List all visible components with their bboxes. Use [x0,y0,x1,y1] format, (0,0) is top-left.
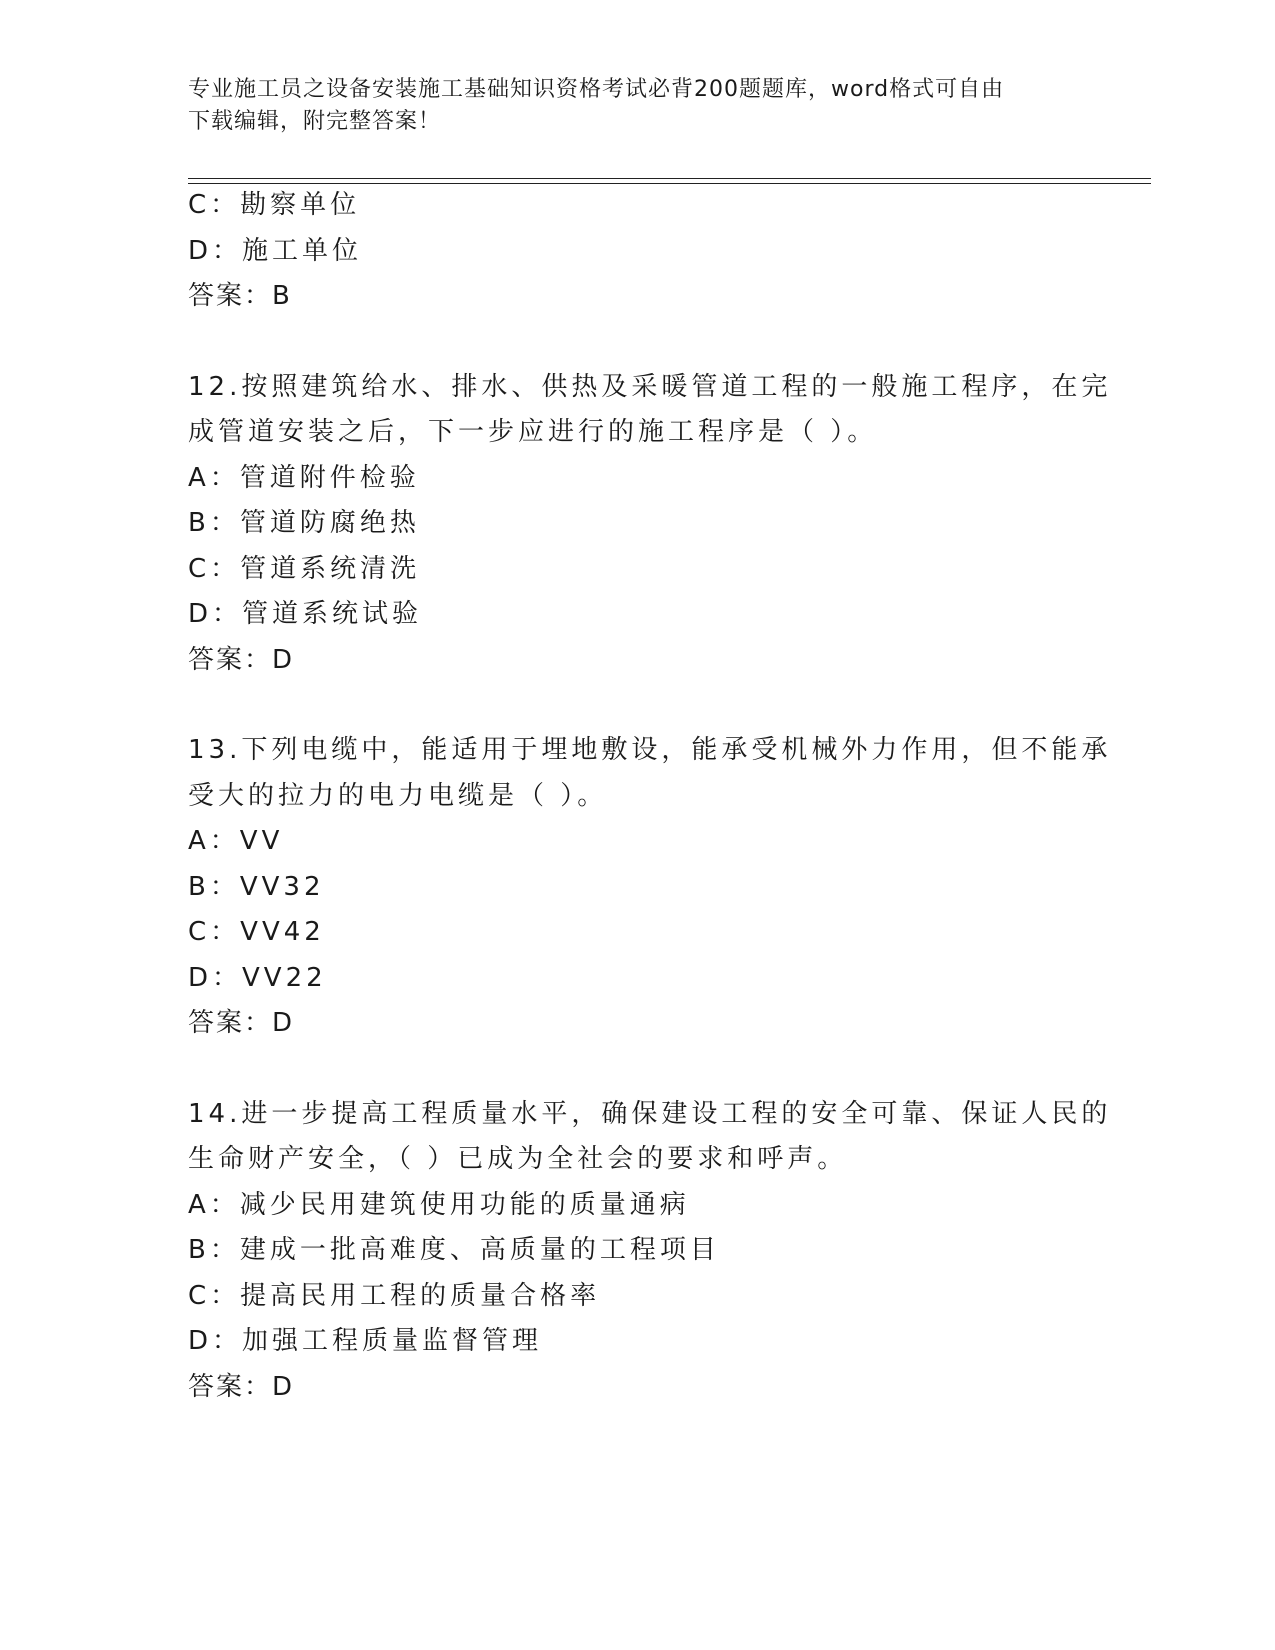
option-b: B：管道防腐绝热 [188,508,420,538]
header-rule-top [188,178,1151,179]
option-c: C：提高民用工程的质量合格率 [188,1280,601,1311]
question-12 [188,371,1112,691]
option-d: D：加强工程质量监督管理 [188,1326,543,1356]
option-a: A：管道附件检验 [188,462,420,493]
option-a: A：VV [188,826,284,856]
option-c: C：VV42 [188,917,325,947]
question-text-line-1: 14.进一步提高工程质量水平，确保建设工程的安全可靠、保证人民的 [188,1098,1112,1129]
answer: 答案：B [188,281,292,311]
question-text [188,1098,1112,1190]
option-d: D：管道系统试验 [188,599,423,629]
question-text [188,371,1112,463]
answer: 答案：D [188,644,295,675]
option-b: B：VV32 [188,871,325,902]
answer: 答案：D [188,1008,295,1038]
question-13 [188,735,1112,1054]
document-body [188,190,1112,1417]
option-d: D：施工单位 [188,235,363,266]
header-line-1: 专业施工员之设备安装施工基础知识资格考试必背200题题库，word格式可自由 [188,77,1005,102]
option-c: C：管道系统清洗 [188,553,421,584]
answer: 答案：D [188,1371,295,1402]
option-a: A：减少民用建筑使用功能的质量通病 [188,1189,690,1220]
header-line-2: 下载编辑，附完整答案！ [188,109,442,134]
question-text-line-2: 生命财产安全，（ ）已成为全社会的要求和呼声。 [188,1144,848,1174]
question-14 [188,1098,1112,1418]
question-text [188,735,1112,826]
option-b: B：建成一批高难度、高质量的工程项目 [188,1235,720,1265]
question-text-line-1: 12.按照建筑给水、排水、供热及采暖管道工程的一般施工程序，在完 [188,371,1112,402]
option-d: D：VV22 [188,962,327,993]
option-c: C：勘察单位 [188,190,361,220]
header-rule-bottom [188,183,1151,184]
document-header [188,74,1068,138]
question-text-line-2: 成管道安装之后，下一步应进行的施工程序是（ ）。 [188,417,878,447]
question-11-tail [188,190,1088,327]
question-text-line-2: 受大的拉力的电力电缆是（ ）。 [188,780,608,811]
question-text-line-1: 13.下列电缆中，能适用于埋地敷设，能承受机械外力作用，但不能承 [188,735,1112,765]
